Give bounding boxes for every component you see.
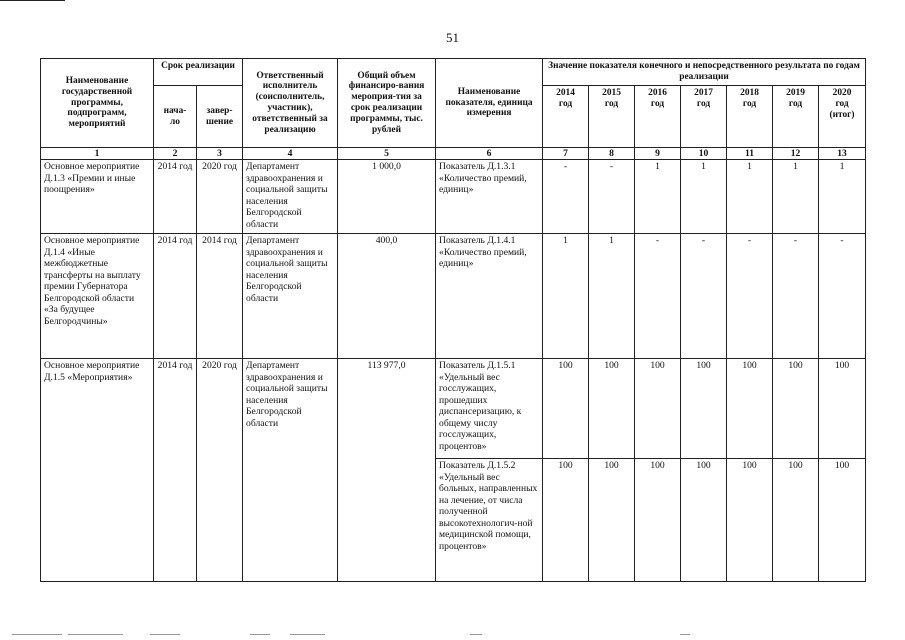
header-year: 2016 год — [635, 86, 681, 148]
activity-name: Основное мероприятие Д.1.5 «Мероприятия» — [41, 359, 154, 582]
indicator: Показатель Д.1.5.2 «Удельный вес больных, направленных на лечение, от числа полученной высокотехнологич-ной медицинской помощи, процентов» — [436, 459, 543, 582]
header-indicator: Наименование показателя, единица измерения — [436, 59, 543, 148]
value-cell: 100 — [727, 459, 773, 582]
header-year: 2019 год — [773, 86, 819, 148]
header-year: 2014 год — [543, 86, 589, 148]
program-table — [40, 58, 866, 582]
col-number: 5 — [338, 148, 436, 160]
value-cell: 1 — [727, 160, 773, 234]
col-number: 4 — [243, 148, 338, 160]
funding-volume: 1 000,0 — [338, 160, 436, 234]
header-name: Наименование государственной программы, подпрограмм, мероприятий — [41, 59, 154, 148]
value-cell: 1 — [543, 234, 589, 359]
col-number: 11 — [727, 148, 773, 160]
col-number: 8 — [589, 148, 635, 160]
col-number: 1 — [41, 148, 154, 160]
col-number: 12 — [773, 148, 819, 160]
value-cell: - — [727, 234, 773, 359]
value-cell: 100 — [589, 359, 635, 459]
header-year: 2020 год (итог) — [819, 86, 866, 148]
funding-volume: 113 977,0 — [338, 359, 436, 582]
col-number: 7 — [543, 148, 589, 160]
col-number: 13 — [819, 148, 866, 160]
col-number: 2 — [154, 148, 197, 160]
page-number: 51 — [446, 30, 459, 45]
value-cell: 1 — [589, 234, 635, 359]
table-row — [41, 160, 866, 234]
value-cell: 100 — [635, 359, 681, 459]
value-cell: 100 — [681, 459, 727, 582]
responsible: Департамент здравоохранения и социальной защиты населения Белгородской области — [243, 160, 338, 234]
responsible: Департамент здравоохранения и социальной защиты населения Белгородской области — [243, 359, 338, 582]
table-row — [41, 234, 866, 359]
value-cell: - — [635, 234, 681, 359]
col-number: 3 — [197, 148, 243, 160]
value-cell: - — [543, 160, 589, 234]
value-cell: 1 — [681, 160, 727, 234]
end-year: 2020 год — [197, 160, 243, 234]
end-year: 2014 год — [197, 234, 243, 359]
col-number: 6 — [436, 148, 543, 160]
header-year: 2018 год — [727, 86, 773, 148]
activity-name: Основное мероприятие Д.1.4 «Иные межбюджетные трансферты на выплату премии Губернатора Белгородской области «За будущее Белгородчины» — [41, 234, 154, 359]
col-number: 9 — [635, 148, 681, 160]
value-cell: 100 — [681, 359, 727, 459]
header-year: 2017 год — [681, 86, 727, 148]
indicator: Показатель Д.1.3.1 «Количество премий, единиц» — [436, 160, 543, 234]
value-cell: 100 — [543, 359, 589, 459]
scan-artifacts — [0, 634, 905, 638]
value-cell: 100 — [635, 459, 681, 582]
indicator: Показатель Д.1.5.1 «Удельный вес госслужащих, прошедших диспансеризацию, к общему числу госслужащих, процентов» — [436, 359, 543, 459]
header-responsible: Ответственный исполнитель (соисполнитель, участник), ответственный за реализацию — [243, 59, 338, 148]
value-cell: 100 — [773, 459, 819, 582]
end-year: 2020 год — [197, 359, 243, 582]
header-values: Значение показателя конечного и непосредственного результата по годам реализации — [543, 59, 866, 86]
responsible: Департамент здравоохранения и социальной защиты населения Белгородской области — [243, 234, 338, 359]
header-start: нача- ло — [154, 86, 197, 148]
value-cell: - — [681, 234, 727, 359]
top-left-rule — [0, 0, 65, 1]
value-cell: 100 — [773, 359, 819, 459]
header-end: завер- шение — [197, 86, 243, 148]
funding-volume: 400,0 — [338, 234, 436, 359]
activity-name: Основное мероприятие Д.1.3 «Премии и иные поощрения» — [41, 160, 154, 234]
value-cell: - — [773, 234, 819, 359]
header-volume: Общий объем финансиро-вания мероприя-тия за срок реализации программы, тыс. рублей — [338, 59, 436, 148]
value-cell: 100 — [727, 359, 773, 459]
value-cell: 100 — [819, 359, 866, 459]
start-year: 2014 год — [154, 160, 197, 234]
start-year: 2014 год — [154, 359, 197, 582]
table-row — [41, 359, 866, 459]
value-cell: 100 — [819, 459, 866, 582]
value-cell: - — [819, 234, 866, 359]
header-term: Срок реализации — [154, 59, 243, 86]
value-cell: 100 — [543, 459, 589, 582]
indicator: Показатель Д.1.4.1 «Количество премий, единиц» — [436, 234, 543, 359]
start-year: 2014 год — [154, 234, 197, 359]
header-year: 2015 год — [589, 86, 635, 148]
value-cell: - — [589, 160, 635, 234]
value-cell: 100 — [589, 459, 635, 582]
value-cell: 1 — [635, 160, 681, 234]
value-cell: 1 — [819, 160, 866, 234]
value-cell: 1 — [773, 160, 819, 234]
col-number: 10 — [681, 148, 727, 160]
